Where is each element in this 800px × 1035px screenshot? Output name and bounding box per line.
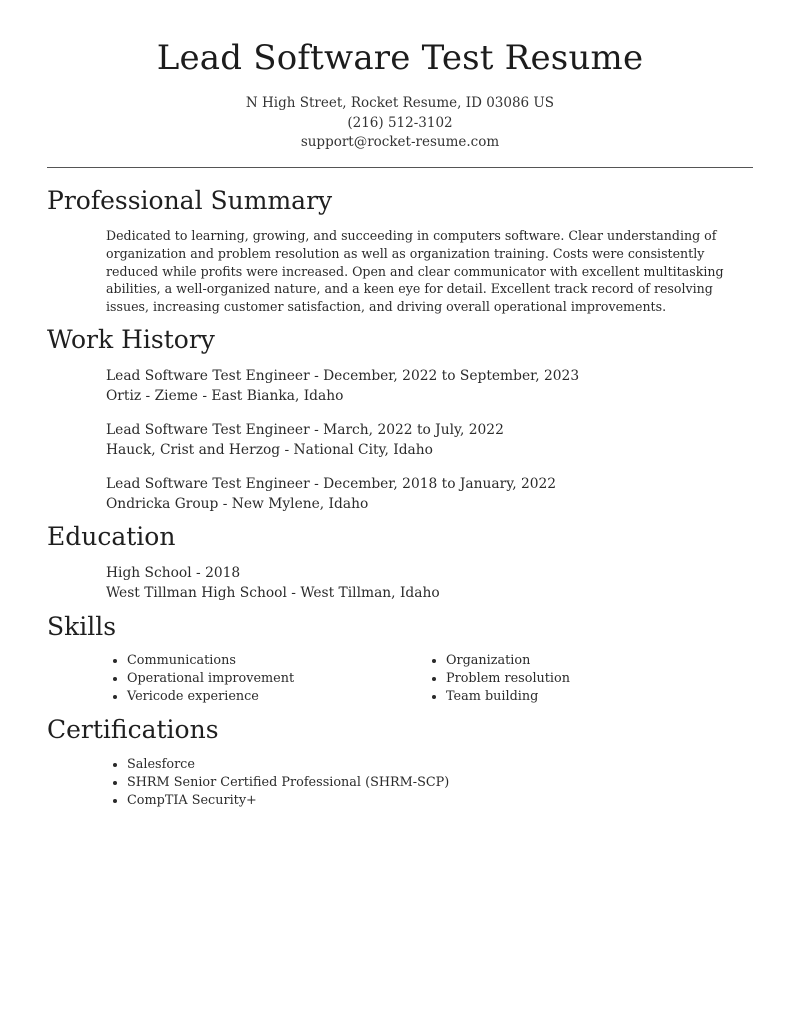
summary-heading: Professional Summary xyxy=(47,186,333,215)
certifications-heading: Certifications xyxy=(47,715,219,744)
certification-item: • SHRM Senior Certified Professional (SHRM-SCP) xyxy=(127,774,449,792)
job-entry xyxy=(106,420,754,460)
job-company-location: Hauck, Crist and Herzog - National City, Idaho xyxy=(106,442,433,458)
job-role-dates: Lead Software Test Engineer - March, 2022 to July, 2022 xyxy=(106,422,504,438)
skills-list-right xyxy=(425,652,570,706)
skills-heading: Skills xyxy=(47,612,117,641)
certification-item: • CompTIA Security+ xyxy=(127,792,449,810)
skill-item: • Vericode experience xyxy=(127,688,294,706)
education-degree-year: High School - 2018 xyxy=(106,565,241,581)
skill-item: • Problem resolution xyxy=(446,670,570,688)
resume-title: Lead Software Test Resume xyxy=(156,38,644,78)
certifications-list xyxy=(106,756,449,810)
skill-item: • Communications xyxy=(127,652,294,670)
address: N High Street, Rocket Resume, ID 03086 US xyxy=(245,95,555,111)
email: support@rocket-resume.com xyxy=(300,134,500,150)
education-heading: Education xyxy=(47,522,176,551)
phone: (216) 512-3102 xyxy=(347,114,453,131)
education-entry xyxy=(106,563,754,603)
job-company-location: Ortiz - Zieme - East Bianka, Idaho xyxy=(106,388,344,404)
summary-text: Dedicated to learning, growing, and succeeding in computers software. Clear understanding of organization and problem resolution as well as organization training. Costs were consistently reduced while profits were increased. Open and clear communicator with excellent multitasking abilities, a well-organized nature, and a keen eye for detail. Excellent track record of resolving issues, increasing customer satisfaction, and driving overall operational improvements. xyxy=(106,228,724,315)
contact-block xyxy=(0,94,800,153)
skill-item: • Operational improvement xyxy=(127,670,294,688)
certification-item: • Salesforce xyxy=(127,756,449,774)
job-company-location: Ondricka Group - New Mylene, Idaho xyxy=(106,496,369,512)
job-role-dates: Lead Software Test Engineer - December, 2018 to January, 2022 xyxy=(106,476,557,492)
header-divider xyxy=(47,167,753,168)
job-role-dates: Lead Software Test Engineer - December, 2022 to September, 2023 xyxy=(106,368,580,384)
work-history-heading: Work History xyxy=(47,325,215,354)
job-entry xyxy=(106,474,754,514)
education-school-location: West Tillman High School - West Tillman, Idaho xyxy=(106,585,440,601)
skills-list-left xyxy=(106,652,294,706)
skill-item: • Organization xyxy=(446,652,570,670)
skill-item: • Team building xyxy=(446,688,570,706)
job-entry xyxy=(106,366,754,406)
